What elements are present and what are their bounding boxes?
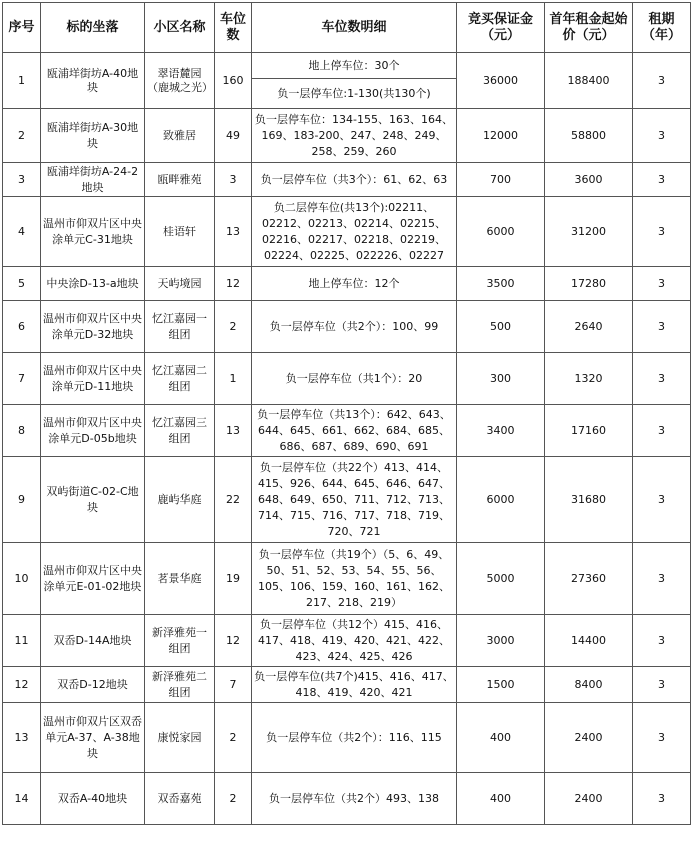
cell-no: 7: [3, 353, 41, 405]
cell-deposit: 6000: [457, 197, 545, 267]
cell-term: 3: [633, 301, 691, 353]
cell-community: 鹿屿华庭: [145, 457, 215, 543]
cell-location: 瓯浦垟街坊A-24-2地块: [41, 163, 145, 197]
cell-term: 3: [633, 353, 691, 405]
cell-location: 温州市仰双片区中央涂单元D-11地块: [41, 353, 145, 405]
cell-deposit: 3500: [457, 267, 545, 301]
cell-community: 新泽雅苑一组团: [145, 615, 215, 667]
cell-detail: 负二层停车位(共13个):02211、02212、02213、02214、02215、02216、02217、02218、02219、02224、02225、022226、02227: [252, 197, 457, 267]
cell-price: 8400: [545, 667, 633, 703]
table-row: [3, 109, 691, 163]
cell-price: 14400: [545, 615, 633, 667]
cell-detail: 负一层停车位（共2个）：116、115: [252, 703, 457, 773]
cell-count: 13: [215, 405, 252, 457]
cell-deposit: 400: [457, 703, 545, 773]
cell-price: 2640: [545, 301, 633, 353]
cell-location: 双岙D-12地块: [41, 667, 145, 703]
cell-community: 忆江嘉园二组团: [145, 353, 215, 405]
cell-detail: 负一层停车位（共13个）：642、643、644、645、661、662、684、685、686、687、689、690、691: [252, 405, 457, 457]
cell-detail: 负一层停车位：134-155、163、164、169、183-200、247、248、249、258、259、260: [252, 109, 457, 163]
cell-deposit: 6000: [457, 457, 545, 543]
cell-no: 9: [3, 457, 41, 543]
header-deposit: 竞买保证金（元）: [457, 3, 545, 53]
cell-no: 6: [3, 301, 41, 353]
cell-location: 瓯浦垟街坊A-30地块: [41, 109, 145, 163]
cell-community: 桂语轩: [145, 197, 215, 267]
cell-deposit: 400: [457, 773, 545, 825]
cell-deposit: 5000: [457, 543, 545, 615]
cell-community: 翠语麓园（鹿城之光）: [145, 53, 215, 109]
table-row: [3, 197, 691, 267]
cell-no: 3: [3, 163, 41, 197]
cell-community: 致雅居: [145, 109, 215, 163]
cell-detail: 负一层停车位（共19个）（5、6、49、50、51、52、53、54、55、56、105、106、159、160、161、162、217、218、219）: [252, 543, 457, 615]
cell-deposit: 300: [457, 353, 545, 405]
cell-location: 双岙A-40地块: [41, 773, 145, 825]
cell-count: 19: [215, 543, 252, 615]
header-no: 序号: [3, 3, 41, 53]
header-count: 车位数: [215, 3, 252, 53]
cell-term: 3: [633, 773, 691, 825]
cell-no: 12: [3, 667, 41, 703]
cell-price: 27360: [545, 543, 633, 615]
cell-count: 49: [215, 109, 252, 163]
cell-deposit: 3400: [457, 405, 545, 457]
cell-community: 康悦家园: [145, 703, 215, 773]
parking-lease-table: [2, 2, 691, 825]
header-term: 租期（年）: [633, 3, 691, 53]
cell-community: 茗景华庭: [145, 543, 215, 615]
cell-no: 4: [3, 197, 41, 267]
cell-term: 3: [633, 615, 691, 667]
cell-location: 双岙D-14A地块: [41, 615, 145, 667]
cell-count: 2: [215, 301, 252, 353]
cell-detail: 地上停车位：12个: [252, 267, 457, 301]
cell-term: 3: [633, 109, 691, 163]
table-row: [3, 353, 691, 405]
table-row: [3, 615, 691, 667]
header-row: [3, 3, 691, 53]
cell-no: 5: [3, 267, 41, 301]
cell-count: 2: [215, 773, 252, 825]
table-row: [3, 543, 691, 615]
cell-term: 3: [633, 53, 691, 109]
cell-term: 3: [633, 543, 691, 615]
cell-price: 17160: [545, 405, 633, 457]
cell-location: 温州市仰双片区中央涂单元C-31地块: [41, 197, 145, 267]
cell-location: 瓯浦垟街坊A-40地块: [41, 53, 145, 109]
header-price: 首年租金起始价（元）: [545, 3, 633, 53]
cell-location: 温州市仰双片区中央涂单元D-32地块: [41, 301, 145, 353]
cell-count: 160: [215, 53, 252, 109]
cell-deposit: 12000: [457, 109, 545, 163]
cell-deposit: 1500: [457, 667, 545, 703]
cell-price: 3600: [545, 163, 633, 197]
cell-no: 1: [3, 53, 41, 109]
table-row: [3, 53, 691, 79]
cell-term: 3: [633, 267, 691, 301]
cell-price: 2400: [545, 773, 633, 825]
cell-term: 3: [633, 197, 691, 267]
cell-community: 忆江嘉园三组团: [145, 405, 215, 457]
cell-price: 31200: [545, 197, 633, 267]
table-row: [3, 267, 691, 301]
cell-no: 13: [3, 703, 41, 773]
cell-count: 12: [215, 615, 252, 667]
cell-price: 2400: [545, 703, 633, 773]
table-row: [3, 703, 691, 773]
cell-community: 双岙嘉苑: [145, 773, 215, 825]
cell-no: 11: [3, 615, 41, 667]
cell-price: 188400: [545, 53, 633, 109]
cell-count: 12: [215, 267, 252, 301]
cell-detail-basement: 负一层停车位:1-130(共130个): [252, 79, 457, 109]
cell-community: 天屿境园: [145, 267, 215, 301]
cell-count: 22: [215, 457, 252, 543]
cell-term: 3: [633, 667, 691, 703]
cell-location: 温州市仰双片区双岙单元A-37、A-38地块: [41, 703, 145, 773]
cell-term: 3: [633, 703, 691, 773]
cell-count: 2: [215, 703, 252, 773]
cell-price: 17280: [545, 267, 633, 301]
cell-detail: 负一层停车位（共3个）：61、62、63: [252, 163, 457, 197]
cell-community: 忆江嘉园一组团: [145, 301, 215, 353]
cell-count: 3: [215, 163, 252, 197]
cell-detail: 负一层停车位（共2个）：100、99: [252, 301, 457, 353]
cell-term: 3: [633, 163, 691, 197]
cell-price: 31680: [545, 457, 633, 543]
cell-detail: 负一层停车位（共2个）493、138: [252, 773, 457, 825]
cell-no: 10: [3, 543, 41, 615]
header-community: 小区名称: [145, 3, 215, 53]
cell-detail: 负一层停车位(共7个)415、416、417、418、419、420、421: [252, 667, 457, 703]
cell-count: 7: [215, 667, 252, 703]
cell-deposit: 700: [457, 163, 545, 197]
table-row: [3, 773, 691, 825]
cell-deposit: 36000: [457, 53, 545, 109]
header-location: 标的坐落: [41, 3, 145, 53]
cell-price: 58800: [545, 109, 633, 163]
cell-no: 14: [3, 773, 41, 825]
cell-term: 3: [633, 457, 691, 543]
cell-term: 3: [633, 405, 691, 457]
cell-detail: 负一层停车位（共1个）：20: [252, 353, 457, 405]
table-row: [3, 457, 691, 543]
cell-location: 温州市仰双片区中央涂单元D-05b地块: [41, 405, 145, 457]
cell-community: 新泽雅苑二组团: [145, 667, 215, 703]
cell-detail-above-ground: 地上停车位：30个: [252, 53, 457, 79]
cell-deposit: 500: [457, 301, 545, 353]
cell-count: 13: [215, 197, 252, 267]
cell-no: 2: [3, 109, 41, 163]
cell-detail: 负一层停车位（共22个）413、414、415、926、644、645、646、647、648、649、650、711、712、713、714、715、716、717、718、719、720、721: [252, 457, 457, 543]
cell-no: 8: [3, 405, 41, 457]
cell-count: 1: [215, 353, 252, 405]
cell-price: 1320: [545, 353, 633, 405]
table-row: [3, 405, 691, 457]
cell-location: 中央涂D-13-a地块: [41, 267, 145, 301]
table-row: [3, 301, 691, 353]
cell-location: 温州市仰双片区中央涂单元E-01-02地块: [41, 543, 145, 615]
cell-community: 瓯畔雅苑: [145, 163, 215, 197]
header-detail: 车位数明细: [252, 3, 457, 53]
table-row: [3, 163, 691, 197]
cell-location: 双屿街道C-02-C地块: [41, 457, 145, 543]
cell-deposit: 3000: [457, 615, 545, 667]
cell-detail: 负一层停车位（共12个）415、416、417、418、419、420、421、422、423、424、425、426: [252, 615, 457, 667]
table-row: [3, 667, 691, 703]
